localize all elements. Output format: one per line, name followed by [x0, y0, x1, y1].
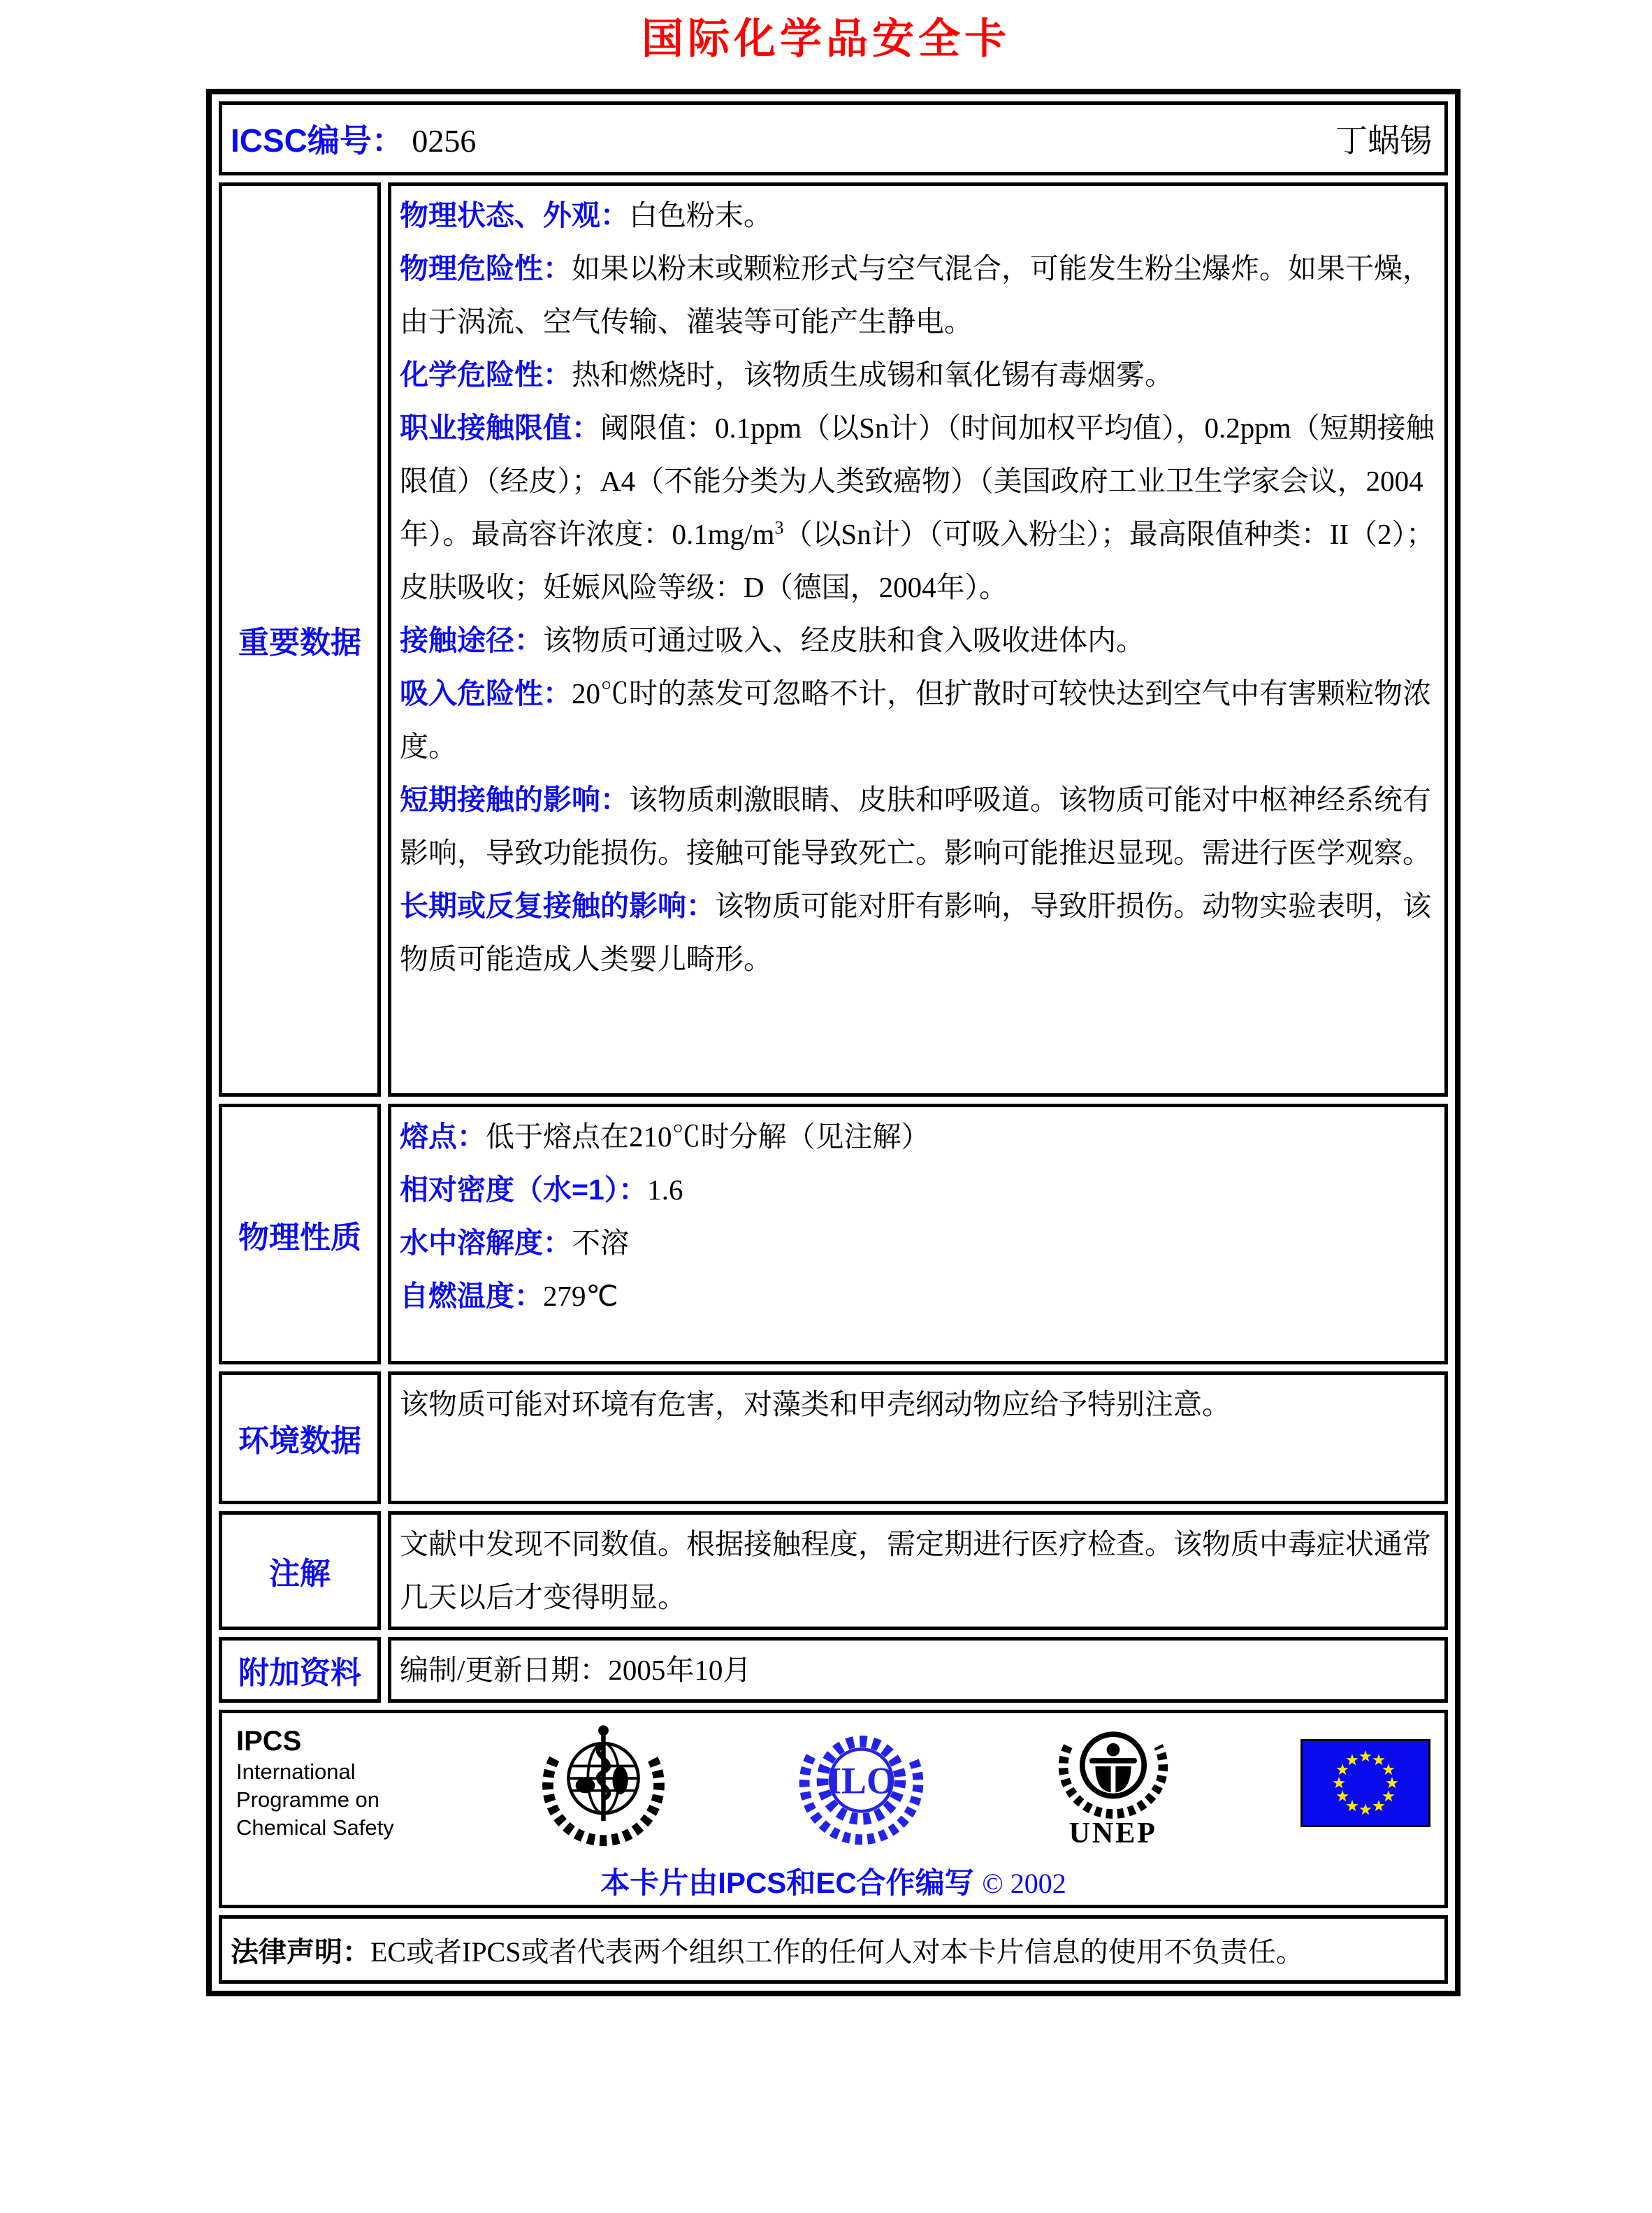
update-date-label: 编制/更新日期：: [400, 1654, 609, 1686]
unep-logo-text: UNEP: [1068, 1817, 1157, 1850]
copyright-text: © 2002: [982, 1868, 1066, 1899]
occupational-exposure-item: [400, 401, 1436, 614]
item-text: 279℃: [543, 1280, 618, 1312]
ipcs-title: IPCS: [236, 1726, 302, 1757]
ilo-logo-icon: [797, 1719, 926, 1848]
important-data-row-label: 重要数据: [219, 182, 381, 1097]
long-term-effects-item: [400, 879, 1436, 986]
item-label: 物理危险性：: [400, 252, 572, 284]
item-label: 长期或反复接触的影响：: [400, 890, 715, 922]
item-text: 低于熔点在210℃时分解（见注解）: [486, 1120, 930, 1153]
icsc-number-value: 0256: [412, 123, 477, 159]
who-logo-icon: [539, 1719, 668, 1848]
item-text: 该物质刺激眼睛、皮肤和呼吸道。该物质可能对中枢神经系统有影响，导致功能损伤。接触可能导致死亡。影响可能推迟显现。需进行医学观察。: [400, 784, 1431, 869]
additional-info-row-label: 附加资料: [219, 1637, 381, 1703]
unep-logo-block: [1054, 1716, 1173, 1850]
item-label: 相对密度（水=1）：: [400, 1174, 648, 1206]
notes-text: 文献中发现不同数值。根据接触程度，需定期进行医疗检查。该物质中毒症状通常几天以后才变得明显。: [400, 1528, 1431, 1613]
chemical-danger-item: [400, 348, 1436, 401]
ipcs-line: Chemical Safety: [236, 1815, 394, 1840]
superscript-3: 3: [774, 517, 784, 538]
card-header-row: [219, 101, 1448, 175]
item-label: 吸入危险性：: [400, 677, 572, 709]
item-text: （以Sn计）（可吸入粉尘）；最高限值种类：II（2）；皮肤吸收；妊娠风险等级：D（德国，2004年）。: [400, 518, 1435, 603]
eu-flag-icon: [1300, 1739, 1430, 1827]
item-text: 阈限值：0.1ppm（以Sn计）（时间加权平均值），0.2ppm（短期接触限值）（经皮）；A4（不能分类为人类致癌物）（美国政府工业卫生学家会议，2004年）。最高容许浓度：0.1mg/m: [400, 412, 1435, 550]
melting-point-item: [400, 1110, 1436, 1163]
chemical-name: 丁蜗锡: [1335, 123, 1432, 159]
logos-cell: [219, 1710, 1448, 1908]
water-solubility-item: [400, 1216, 1436, 1269]
legal-label: 法律声明：: [231, 1936, 370, 1968]
item-label: 职业接触限值：: [400, 412, 600, 444]
short-term-effects-item: [400, 773, 1436, 879]
item-label: 短期接触的影响：: [400, 784, 629, 816]
environmental-data-row: [219, 1371, 1448, 1504]
legal-row: [219, 1915, 1448, 1984]
item-text: 不溶: [572, 1227, 629, 1259]
important-data-content: [388, 182, 1448, 1097]
item-text: 如果以粉末或颗粒形式与空气混合，可能发生粉尘爆炸。如果干燥，由于涡流、空气传输、灌装等可能产生静电。: [400, 252, 1431, 338]
card-caption-text: 本卡片由IPCS和EC合作编写: [600, 1866, 974, 1899]
legal-text: EC或者IPCS或者代表两个组织工作的任何人对本卡片信息的使用不负责任。: [370, 1936, 1304, 1968]
item-label: 熔点：: [400, 1120, 486, 1153]
physical-danger-item: [400, 242, 1436, 348]
unep-logo-icon: [1054, 1716, 1173, 1821]
ilo-logo-text: ILO: [826, 1759, 896, 1801]
update-date-item: [400, 1643, 1436, 1696]
inhalation-risk-item: [400, 667, 1436, 773]
item-text: 热和燃烧时，该物质生成锡和氧化锡有毒烟雾。: [572, 359, 1173, 391]
page-title: 国际化学品安全卡: [642, 15, 1010, 62]
physical-state-item: [400, 189, 1436, 242]
additional-info-row: [219, 1637, 1448, 1703]
environmental-text: 该物质可能对环境有危害，对藻类和甲壳纲动物应给予特别注意。: [400, 1388, 1231, 1420]
notes-row: [219, 1511, 1448, 1630]
item-label: 水中溶解度：: [400, 1227, 572, 1259]
item-text: 20℃时的蒸发可忽略不计，但扩散时可较快达到空气中有害颗粒物浓度。: [400, 677, 1431, 763]
ipcs-block: [236, 1724, 411, 1842]
environmental-data-row-label: 环境数据: [219, 1371, 381, 1504]
item-text: 白色粉末。: [629, 199, 772, 231]
item-label: 化学危险性：: [400, 359, 572, 391]
icsc-number-label: ICSC编号：: [231, 122, 404, 159]
autoignition-item: [400, 1269, 1436, 1322]
exposure-route-item: [400, 614, 1436, 667]
item-text: 该物质可通过吸入、经皮肤和食入吸收进体内。: [543, 624, 1145, 656]
item-label: 物理状态、外观：: [400, 199, 629, 231]
item-text: 1.6: [647, 1174, 683, 1206]
legal-cell: [219, 1915, 1448, 1984]
item-label: 自燃温度：: [400, 1280, 543, 1312]
ipcs-line: Programme on: [236, 1787, 380, 1812]
physical-properties-content: [388, 1104, 1448, 1364]
notes-content: [388, 1511, 1448, 1630]
logos-row: [219, 1710, 1448, 1908]
card-header-cell: [219, 101, 1448, 175]
relative-density-item: [400, 1163, 1436, 1216]
ipcs-line: International: [236, 1759, 356, 1784]
icsc-card-table: [206, 89, 1461, 1996]
physical-properties-row-label: 物理性质: [219, 1104, 381, 1364]
item-label: 接触途径：: [400, 624, 543, 656]
additional-info-content: [388, 1637, 1448, 1703]
physical-properties-row: [219, 1104, 1448, 1364]
card-caption: [231, 1860, 1436, 1902]
environmental-data-content: [388, 1371, 1448, 1504]
notes-row-label: 注解: [219, 1511, 381, 1630]
item-text: 该物质可能对肝有影响，导致肝损伤。动物实验表明，该物质可能造成人类婴儿畸形。: [400, 890, 1431, 975]
important-data-row: [219, 182, 1448, 1097]
icsc-number: [231, 115, 476, 161]
update-date-value: 2005年10月: [608, 1654, 752, 1686]
